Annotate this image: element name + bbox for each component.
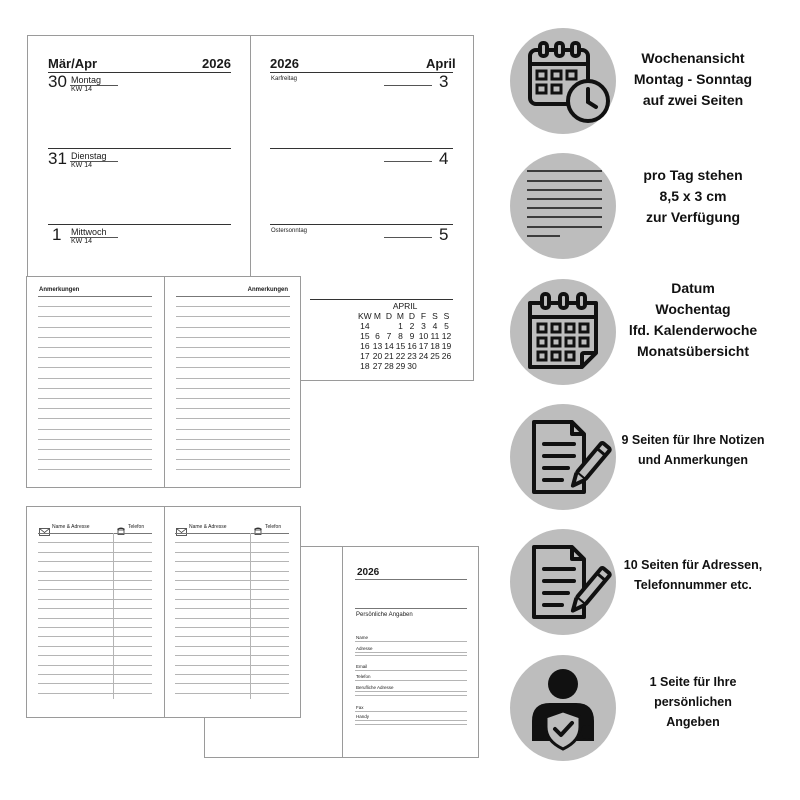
address-line	[38, 580, 152, 581]
personal-field-label: Telefon	[356, 674, 371, 679]
personal-field-line	[355, 655, 467, 656]
feature-text-line: pro Tag stehen	[643, 167, 743, 183]
mini-calendar-day: 8	[398, 331, 403, 341]
note-line	[38, 347, 152, 348]
day-separator	[270, 72, 453, 73]
note-line	[38, 439, 152, 440]
phone-label: Telefon	[128, 524, 145, 530]
note-line	[176, 347, 290, 348]
weekday-name: Montag	[71, 75, 102, 85]
address-line	[38, 683, 152, 684]
feature-description	[593, 430, 793, 470]
weekday-name: Mittwoch	[71, 227, 107, 237]
personal-field-line	[355, 652, 467, 653]
address-line	[38, 561, 152, 562]
day-number: 30	[48, 72, 67, 91]
mini-calendar-week-number: 14	[360, 321, 370, 331]
feature-text-line: lfd. Kalenderwoche	[628, 322, 758, 338]
note-line	[176, 398, 290, 399]
mini-calendar-week-number: 15	[360, 331, 370, 341]
address-column-divider	[250, 533, 251, 699]
feature-text-line: 8,5 x 3 cm	[659, 188, 727, 204]
note-line	[38, 418, 152, 419]
day-separator	[48, 148, 231, 149]
mini-calendar-day: 6	[375, 331, 380, 341]
mini-calendar-day: 15	[395, 341, 406, 351]
mini-calendar-day: 24	[418, 351, 429, 361]
feature-text-line: Telefonnummer etc.	[634, 578, 752, 592]
calendar-week: KW 14	[71, 238, 93, 245]
mini-calendar-day: 3	[421, 321, 426, 331]
mini-calendar-week-number: 18	[360, 361, 370, 371]
address-line	[175, 552, 289, 553]
personal-field-line	[355, 691, 467, 692]
telephone-icon	[116, 522, 126, 540]
mini-calendar-day	[441, 361, 453, 371]
note-line	[176, 388, 290, 389]
mini-calendar-day: 26	[441, 351, 452, 361]
note-line	[176, 357, 290, 358]
weekday-name: Dienstag	[71, 151, 107, 161]
notes-label-left: Anmerkungen	[39, 287, 80, 293]
right-page-month-header: April	[426, 56, 456, 71]
mini-calendar-day	[429, 361, 441, 371]
feature-text-line: und Anmerkungen	[638, 453, 748, 467]
note-line	[38, 398, 152, 399]
address-line	[175, 599, 289, 600]
feature-description	[593, 278, 793, 362]
feature-text-line: zur Verfügung	[645, 209, 741, 225]
address-line	[38, 599, 152, 600]
address-line	[175, 561, 289, 562]
mini-calendar-header-row	[358, 311, 452, 321]
spread-fold	[342, 547, 343, 757]
address-line	[175, 542, 289, 543]
note-line	[176, 429, 290, 430]
address-line	[38, 533, 152, 534]
note-line	[176, 439, 290, 440]
mini-calendar-day: 27	[372, 361, 383, 371]
envelope-icon	[176, 523, 187, 541]
note-line	[176, 327, 290, 328]
day-separator	[270, 224, 453, 225]
feature-description	[593, 672, 793, 732]
note-line	[38, 429, 152, 430]
feature-description	[593, 48, 793, 111]
mini-calendar-day	[372, 321, 384, 331]
envelope-icon	[39, 523, 50, 541]
note-line	[38, 469, 152, 470]
mini-calendar-day	[383, 321, 395, 331]
mini-calendar-day: 4	[432, 321, 438, 331]
mini-calendar-month: APRIL	[392, 301, 418, 311]
address-line	[175, 627, 289, 628]
feature-text-line: persönlichen	[654, 695, 732, 709]
mini-calendar-day: 7	[386, 331, 392, 341]
weekday-underline	[384, 161, 432, 162]
feature-text-line: Wochentag	[655, 301, 731, 317]
personal-field-label: Email	[356, 664, 368, 669]
address-book-spread	[26, 506, 301, 718]
address-line	[38, 693, 152, 694]
mini-calendar-day: 11	[430, 331, 440, 341]
note-line	[176, 459, 290, 460]
note-line	[176, 306, 290, 307]
note-line	[176, 408, 290, 409]
feature-description	[593, 555, 793, 595]
mini-calendar-day: 18	[430, 341, 440, 351]
name-address-label: Name & Adresse	[189, 524, 227, 530]
address-line	[38, 655, 152, 656]
personal-field-label: Handy	[356, 714, 370, 719]
mini-calendar-day: 17	[418, 341, 429, 351]
personal-field-line	[355, 711, 467, 712]
note-line	[38, 449, 152, 450]
day-separator	[270, 148, 453, 149]
address-line	[175, 580, 289, 581]
note-line	[176, 316, 290, 317]
mini-calendar-day	[418, 361, 430, 371]
year-rule	[355, 579, 467, 580]
left-page-year: 2026	[202, 56, 231, 71]
mini-calendar-day: 12	[441, 331, 452, 341]
note-line	[38, 367, 152, 368]
note-line	[38, 388, 152, 389]
feature-text-line: Montag - Sonntag	[633, 71, 753, 87]
personal-field-label: Fax	[356, 705, 364, 710]
note-line	[38, 459, 152, 460]
calendar-week: KW 14	[71, 86, 93, 93]
address-line	[175, 683, 289, 684]
note-line	[38, 306, 152, 307]
mini-calendar-header-cell: KW	[358, 311, 372, 321]
right-page-year: 2026	[270, 56, 299, 71]
mini-calendar-day: 1	[398, 321, 403, 331]
mini-calendar-header-cell: D	[385, 311, 393, 321]
mini-calendar-week-number: 16	[360, 341, 370, 351]
mini-calendar-day: 14	[384, 341, 394, 351]
day-number: 4	[439, 149, 449, 168]
personal-field-line	[355, 720, 467, 721]
address-line	[175, 571, 289, 572]
mini-calendar-day: 16	[407, 341, 417, 351]
feature-text-line: auf zwei Seiten	[642, 92, 744, 108]
note-line	[38, 316, 152, 317]
notes-spread	[26, 276, 301, 488]
mini-calendar-week-row	[358, 361, 452, 371]
mini-calendar-day: 25	[430, 351, 440, 361]
note-line	[38, 408, 152, 409]
feature-text-line: Wochenansicht	[641, 50, 745, 66]
note-line	[38, 378, 152, 379]
mini-calendar-day: 2	[409, 321, 415, 331]
feature-text-line: Datum	[671, 280, 715, 296]
day-separator	[48, 224, 231, 225]
personal-field-label: Berufliche Adresse	[356, 685, 394, 690]
address-line	[38, 636, 152, 637]
mini-calendar-header-cell: F	[420, 311, 427, 321]
title-rule	[355, 608, 467, 609]
weekday-underline	[384, 85, 432, 86]
note-line	[38, 296, 152, 297]
note-line	[176, 469, 290, 470]
address-column-divider	[113, 533, 114, 699]
address-line	[175, 665, 289, 666]
address-line	[38, 608, 152, 609]
address-line	[38, 618, 152, 619]
mini-calendar-day: 28	[384, 361, 394, 371]
address-line	[175, 674, 289, 675]
feature-text-line: 10 Seiten für Adressen,	[623, 558, 763, 572]
note-line	[176, 296, 290, 297]
feature-text-line: 9 Seiten für Ihre Notizen	[621, 433, 765, 447]
day-number: 3	[439, 72, 449, 91]
mini-calendar-top-rule	[310, 299, 453, 300]
address-line	[175, 646, 289, 647]
address-line	[175, 655, 289, 656]
address-line	[175, 533, 289, 534]
note-line	[38, 357, 152, 358]
mini-calendar-day: 23	[407, 351, 417, 361]
personal-field-line	[355, 670, 467, 671]
address-line	[38, 646, 152, 647]
mini-calendar-day: 30	[407, 361, 417, 371]
personal-year: 2026	[357, 567, 380, 578]
calendar-week: KW 14	[71, 162, 93, 169]
notes-label-right: Anmerkungen	[247, 287, 288, 293]
address-line	[38, 674, 152, 675]
day-number: 1	[52, 225, 62, 244]
mini-calendar-day: 10	[418, 331, 429, 341]
holiday-label: Ostersonntag	[271, 228, 308, 234]
telephone-icon	[253, 522, 263, 540]
address-line	[38, 552, 152, 553]
mini-calendar-header-cell: S	[443, 311, 450, 321]
address-line	[175, 608, 289, 609]
mini-calendar-table	[358, 311, 452, 371]
address-line	[175, 589, 289, 590]
personal-field-label: Name	[356, 635, 369, 640]
mini-calendar-day: 13	[372, 341, 383, 351]
mini-calendar-day: 29	[395, 361, 406, 371]
spread-fold	[164, 507, 165, 717]
feature-text-line: Monatsübersicht	[636, 343, 749, 359]
note-line	[176, 418, 290, 419]
personal-field-line	[355, 641, 467, 642]
note-line	[176, 449, 290, 450]
day-number: 31	[48, 149, 67, 168]
personal-title: Persönliche Angaben	[356, 612, 413, 618]
address-line	[38, 542, 152, 543]
weekday-underline	[384, 237, 432, 238]
mini-calendar-day: 19	[441, 341, 452, 351]
address-line	[175, 618, 289, 619]
mini-calendar-week-row	[358, 331, 452, 341]
personal-field-line	[355, 680, 467, 681]
day-separator	[48, 72, 231, 73]
address-line	[175, 693, 289, 694]
mini-calendar-header-cell: M	[373, 311, 381, 321]
address-line	[38, 571, 152, 572]
mini-calendar-week-row	[358, 351, 452, 361]
feature-text-line: 1 Seite für Ihre	[649, 675, 737, 689]
mini-calendar-day: 21	[384, 351, 394, 361]
feature-description	[593, 165, 793, 228]
mini-calendar-week-row	[358, 341, 452, 351]
address-line	[38, 627, 152, 628]
mini-calendar-week-row	[358, 321, 452, 331]
address-line	[38, 589, 152, 590]
mini-calendar-day: 9	[409, 331, 415, 341]
mini-calendar-header-cell: S	[432, 311, 438, 321]
address-line	[175, 636, 289, 637]
personal-field-line	[355, 695, 467, 696]
note-line	[38, 327, 152, 328]
note-line	[176, 337, 290, 338]
spread-fold	[164, 277, 165, 487]
note-line	[176, 378, 290, 379]
address-line	[38, 665, 152, 666]
day-number: 5	[439, 225, 449, 244]
feature-text-line: Angeben	[666, 715, 720, 729]
mini-calendar-week-number: 17	[360, 351, 370, 361]
note-line	[38, 337, 152, 338]
mini-calendar-header-cell: M	[396, 311, 404, 321]
holiday-label: Karfreitag	[271, 76, 298, 82]
mini-calendar-day: 5	[444, 321, 449, 331]
mini-month-calendar	[358, 301, 452, 371]
note-line	[176, 367, 290, 368]
mini-calendar-day: 22	[395, 351, 406, 361]
personal-field-label: Adresse	[356, 646, 373, 651]
mini-calendar-day: 20	[372, 351, 383, 361]
name-address-label: Name & Adresse	[52, 524, 90, 530]
personal-field-line	[355, 724, 467, 725]
mini-calendar-header-cell: D	[408, 311, 416, 321]
phone-label: Telefon	[265, 524, 282, 530]
left-page-month-header: Mär/Apr	[48, 56, 98, 71]
